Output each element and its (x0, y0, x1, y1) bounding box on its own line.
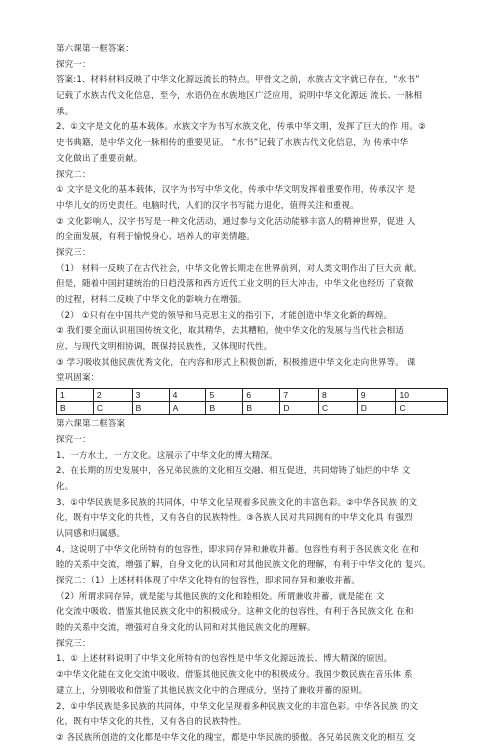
question-number-cell: 8 (319, 389, 358, 402)
answer-cell: A (169, 402, 206, 415)
answer-row (57, 402, 448, 415)
question-number-cell: 10 (396, 389, 448, 402)
question-number-cell: 3 (132, 389, 169, 402)
text-line: 建立上，分别吸收和借鉴了其他民族文化中的合理成分，坚持了兼收并蓄的原则。 (56, 685, 368, 696)
text-line: 探究一： (56, 434, 91, 445)
question-number-cell: 5 (206, 389, 243, 402)
text-line: 探究三： (56, 247, 91, 258)
question-number-cell: 9 (357, 389, 396, 402)
question-number-row (57, 389, 448, 402)
answer-cell: B (206, 402, 243, 415)
text-line: 3、①中华民族是多民族的共同体，中华文化呈现着多民族文化的丰富色彩。②中华各民族 的文 (56, 497, 418, 508)
text-line: 承。 (56, 106, 74, 117)
text-line: 答案:1、材料材料反映了中华文化源远流长的特点。甲骨文之前，水族古文字就已存在，“水书” (56, 75, 420, 86)
text-line: 睦的关系中交流，增强了解，自身文化的认同和对其他民族文化的理解，有利于中华文化的 复兴。 (56, 560, 431, 571)
text-line: 2、在长期的历史发展中，各兄弟民族的文化相互交融、相互促进，共同熔铸了灿烂的中华 文 (56, 466, 411, 477)
text-line: 的全面发展，有利于愉悦身心、培养人的审美情趣。 (56, 232, 255, 243)
text-line: ②中华文化能在文化交流中吸收、借鉴其他民族文化中的积极成分。我国少数民族在音乐体 系 (56, 670, 413, 681)
text-line: 化，既有中华文化的共性，又有各自的民族特性。 (56, 717, 247, 728)
text-line: 探究三： (56, 638, 91, 649)
question-number-cell: 6 (243, 389, 280, 402)
text-line: 但是，随着中国封建统治的日趋没落和西方近代工业文明的巨大冲击，中华文化也经历 了衰微 (56, 279, 414, 290)
answer-cell: C (396, 402, 448, 415)
text-line: （2）所谓求同存异，就是能与其他民族的文化和睦相处。所谓兼收并蓄，就是能在 文 (56, 591, 385, 602)
text-line: 1、一方水土，一方文化。这展示了中华文化的博大精深。 (56, 450, 278, 461)
question-number-cell: 2 (93, 389, 132, 402)
text-line: ③ 学习吸收其他民族优秀文化，在内容和形式上积极创新，积极推进中华文化走向世界等。 课 (56, 357, 416, 368)
text-line: 文化做出了重要贡献。 (56, 153, 143, 164)
document-page (56, 42, 448, 747)
text-line: （1） 材料一反映了在古代社会，中华文化曾长期走在世界前列，对人类文明作出了巨大贡 献。 (56, 263, 422, 274)
text-line: 探究二：（1）上述材料体现了中华文化特有的包容性，即求同存异和兼收并蓄。 (56, 576, 361, 586)
text-line: 2、①中华民族是多民族的共同体，中华文化呈现着多种民族文化的丰富色彩。中华各民族 的文 (56, 701, 419, 712)
text-line: 记载了水族古代文化信息，至今，水语仍在水族地区广泛应用，说明中华文化源远 流长、一脉相 (56, 91, 423, 102)
text-line: 应、与现代文明相协调，既保持民族性，又体现时代性。 (56, 342, 273, 353)
text-line: 堂巩固案： (56, 373, 100, 384)
text-line: 4、这说明了中华文化所特有的包容性，即求同存异和兼收并蓄。包容性有利于各民族文化 在和 (56, 544, 420, 555)
text-line: 探究二： (56, 169, 91, 180)
question-number-cell: 7 (280, 389, 319, 402)
answer-cell: D (280, 402, 319, 415)
text-line: 1、① 上述材料说明了中华文化所特有的包容性是中华文化源远流长、博大精深的原因。 (56, 654, 393, 665)
text-line: 化，既有中华文化的共性，又有各自的民族特性。③各族人民对共同拥有的中华文化具 有强烈 (56, 513, 413, 524)
answer-cell: C (93, 402, 132, 415)
text-line: 睦的关系中交流，增强对自身文化的认同和对其他民族文化的理解。 (56, 623, 316, 634)
text-line: ② 文化影响人，汉字书写是一种文化活动，通过参与文化活动能够丰富人的精神世界，促进 人 (56, 216, 416, 227)
text-line: ① 文字是文化的基本载体，汉字为书写中华文化，传承中华文明发挥着重要作用，传承汉字 是 (56, 185, 416, 196)
text-line: 史书典籍，是中华文化一脉相传的重要见证。 “水书”记载了水族古代文化信息，为 传承中华 (56, 138, 409, 149)
text-line: 中华儿女的历史责任。电脑时代，人们的汉字书写能力退化，值得关注和重视。 (56, 200, 359, 211)
text-line: 化交流中吸收、借鉴其他民族文化中的积极成分。这种文化的包容性，有利于各民族文化 在和 (56, 607, 414, 618)
text-line: 第六课第二框答案 (56, 419, 126, 430)
text-line: 第六课第一框答案： (56, 44, 134, 54)
text-line: 化。 (56, 481, 74, 492)
question-number-cell: 4 (169, 389, 206, 402)
answer-cell: D (357, 402, 396, 415)
answer-cell: C (319, 402, 358, 415)
answer-cell: B (243, 402, 280, 415)
answer-cell: B (57, 402, 94, 415)
text-line: ② 各民族所创造的文化都是中华文化的瑰宝，都是中华民族的骄傲。各兄弟民族文化的相互 交 (56, 732, 416, 743)
text-line: ② 我们要全面认识祖国传统文化，取其精华，去其糟粕，使中华文化的发展与当代社会相适 (56, 326, 404, 337)
text-line: （2） ①只有在中国共产党的领导和马克思主义的指引下，才能创造中华文化新的辉煌。 (56, 310, 393, 321)
answer-cell: B (132, 402, 169, 415)
text-line: 探究一： (56, 59, 91, 70)
lesson-6-section-2-answers (56, 417, 448, 746)
text-line: 2、①文字是文化的基本载体。水族文字为书写水族文化，传承中华文明，发挥了巨大的作 用。② (56, 122, 426, 133)
text-line: 认同感和归属感。 (56, 528, 126, 539)
answer-table (56, 388, 448, 415)
text-line: 的过程，材料二反映了中华文化的影响力在增强。 (56, 295, 247, 305)
lesson-6-section-1-answers (56, 42, 448, 387)
question-number-cell: 1 (57, 389, 94, 402)
